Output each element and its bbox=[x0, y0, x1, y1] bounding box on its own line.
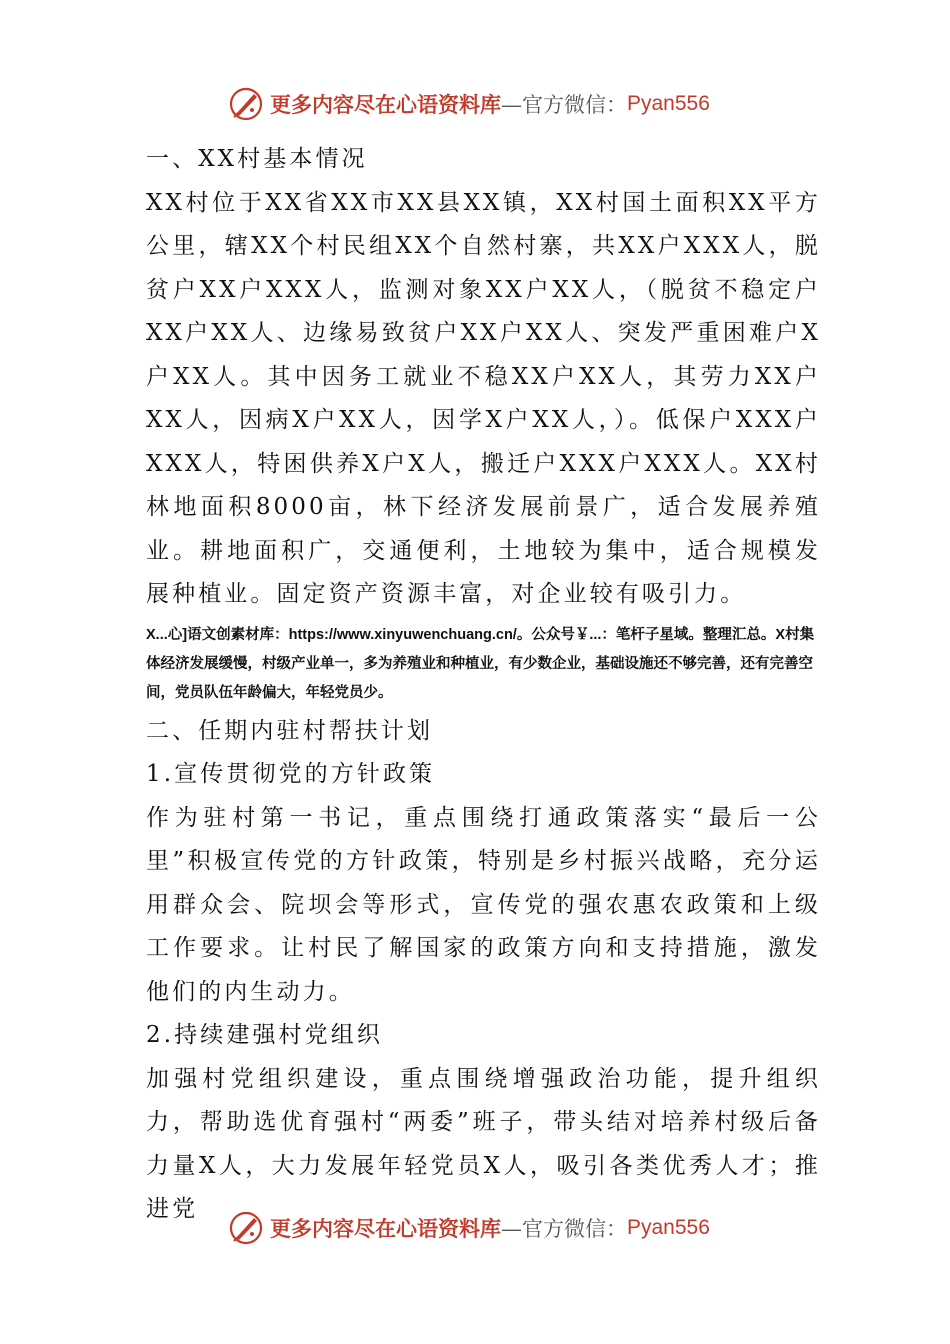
quill-logo-icon bbox=[228, 1210, 264, 1246]
paragraph-watermark-note: X...心]语文创素材库：https://www.xinyuwenchuang.cn/。公众号￥...：笔杆子星域。整理汇总。X村集体经济发展缓慢，村级产业单一，多为养殖业和种植业，有少数企业，基础设施还不够完善，还有完善空间，党员队伍年龄偏大，年轻党员少。 bbox=[146, 626, 815, 701]
paragraph-village-overview: XX村位于XX省XX市XX县XX镇，XX村国土面积XX平方公里，辖XX个村民组XX个自然村寨，共XX户XXX人，脱贫户XX户XXX人，监测对象XX户XX人，（脱贫不稳定户XX户XX人、边缘易致贫户XX户XX人、突发严重困难户X户XX人。其中因务工就业不稳XX户XX人，其劳力XX户XX人，因病X户XX人，因学X户XX人，）。低保户XXX户XXX人，特困供养X户X人，搬迁户XXX户XXX人。XX村林地面积8000亩，林下经济发展前景广，适合发展养殖业。耕地面积广，交通便利，土地较为集中，适合规模发展种植业。固定资产资源丰富，对企业较有吸引力。 bbox=[146, 189, 821, 607]
banner-text-wechat: —官方微信： bbox=[501, 93, 627, 117]
subheading-1: 1.宣传贯彻党的方针政策 bbox=[146, 761, 436, 787]
banner-text-id: Pyan556 bbox=[627, 1216, 710, 1239]
banner-text-wechat: —官方微信： bbox=[501, 1217, 627, 1241]
header-banner bbox=[228, 84, 710, 124]
banner-text-id: Pyan556 bbox=[627, 92, 710, 115]
banner-text-main: 更多内容尽在心语资料库 bbox=[270, 1216, 501, 1241]
subheading-2: 2.持续建强村党组织 bbox=[146, 1022, 383, 1048]
paragraph-party-building: 加强村党组织建设，重点围绕增强政治功能，提升组织力，帮助选优育强村“两委”班子，带头结对培养村级后备力量X人，大力发展年轻党员X人，吸引各类优秀人才；推进党 bbox=[146, 1065, 821, 1222]
section-heading-1: 一、XX村基本情况 bbox=[146, 146, 368, 172]
footer-banner bbox=[228, 1208, 710, 1248]
banner-text-main: 更多内容尽在心语资料库 bbox=[270, 92, 501, 117]
section-heading-2: 二、任期内驻村帮扶计划 bbox=[146, 717, 434, 744]
document-body bbox=[146, 138, 821, 1232]
quill-logo-icon bbox=[228, 86, 264, 122]
paragraph-policy: 作为驻村第一书记，重点围绕打通政策落实“最后一公里”积极宣传党的方针政策，特别是乡村振兴战略，充分运用群众会、院坝会等形式，宣传党的强农惠农政策和上级工作要求。让村民了解国家的政策方向和支持措施，激发他们的内生动力。 bbox=[146, 804, 821, 1005]
